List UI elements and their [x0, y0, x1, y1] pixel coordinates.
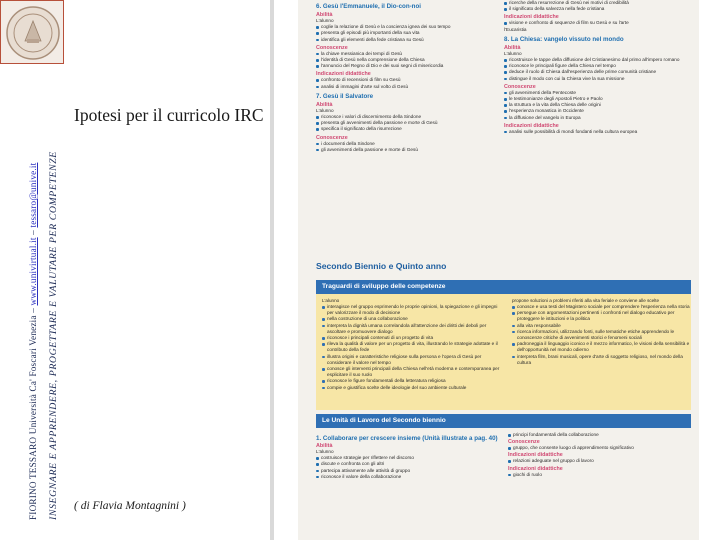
scan-subheading: Indicazioni didattiche — [504, 122, 559, 129]
scan-bullet-item: illustra origini e caratteristiche religiose sulla persona e l'opera di Gesù per considerare il valore nel tempo — [322, 354, 505, 366]
scan-bullet-item: compie e giustifica scelte delle ideologie del suo ambiente culturale — [322, 385, 505, 391]
slide-title: Ipotesi per il curricolo IRC — [74, 105, 264, 125]
scan-subheading: Conoscenze — [316, 134, 348, 141]
scan-bullet-item: costruisce strategie per riflettere nel discorso — [316, 455, 502, 461]
scan-bullet-item: discute e confronta con gli altri — [316, 461, 502, 467]
scan-text: propone soluzioni a problemi riferiti alla vita feriale e conviene alle scelte — [512, 298, 660, 303]
footer-separator: – — [28, 227, 38, 238]
scan-bullet-item: nella costruzione di una collaborazione — [322, 316, 505, 322]
scan-bullet-item: specifica il significato della risurrezione — [316, 126, 504, 132]
scan-bullet-item: la struttura e la vita della Chiesa delle origini — [504, 102, 696, 108]
scan-bullet-item: interagisce nel gruppo esprimendo le proprie opinioni, la spiegazione e gli impegni per valorizzare il modo di decisione — [322, 304, 505, 316]
scan-bullet-item: le testimonianze degli Apostoli Pietro e Paolo — [504, 96, 696, 102]
scan-bullet-item: la chiave messianica dei tempi di Gesù — [316, 51, 504, 57]
scan-competence-box — [316, 294, 691, 410]
scan-subheading: Abilità — [504, 44, 521, 51]
scan-section-title: Secondo Biennio e Quinto anno — [316, 261, 447, 271]
scan-bullet-item: deduce il ruolo di Chiesa dall'esperienza delle prime comunità cristiane — [504, 69, 696, 75]
scan-subheading: Indicazioni didattiche — [504, 14, 559, 21]
scan-bullet-item: riconosce le principali figure della Chiesa nel tempo — [504, 63, 696, 69]
scan-bullet-item: riconosce il valore della collaborazione — [316, 474, 502, 480]
scan-text: L'alunno — [316, 107, 334, 113]
scan-subheading: Abilità — [316, 443, 333, 449]
scan-heading: 7. Gesù il Salvatore — [316, 92, 374, 100]
scan-bullet-item: padroneggia il linguaggio iconico e il mezzo informatico, le visioni della sensibilità e dell'opportunità nel mondo odierno — [512, 341, 695, 353]
scan-bullet-item: conosce e usa testi del Magistero sociale per comprendere l'esperienza nella storia — [512, 304, 695, 310]
scan-bullet-item: ricerche della resurrezione di Gesù nei motivi di credibilità — [504, 0, 696, 6]
scan-lower-section — [316, 430, 691, 540]
scan-bullet-item: il significato della salvezza nella fede cristiana — [504, 6, 696, 12]
scan-bullet-item: riconosce i principali contenuti di un progetto di vita — [322, 335, 505, 341]
scan-bullet-item: gruppo, che consente luogo di apprendimento significativo — [508, 445, 694, 451]
scan-bullet-item: persegue con argomentazioni pertinenti i confronti nel dialogo educativo per proteggere le istituzioni e la politica — [512, 310, 695, 322]
scan-text: L'alunno — [322, 298, 340, 303]
scan-subheading: Conoscenze — [508, 439, 540, 446]
page-margin — [699, 0, 720, 540]
scan-bullet-item: l'annuncio del Regno di Dio e dei suoi segni di misericordia — [316, 63, 504, 69]
scan-bullet-item: relazioni adeguate nel gruppo di lavoro — [508, 458, 694, 464]
scan-subheading: Abilità — [316, 12, 333, 18]
scan-bullet-item: presenta gli episodi più importanti della sua vita — [316, 30, 504, 36]
scan-text: l'Eucaristia — [504, 26, 527, 32]
scan-bullet-item: conosce gli interventi principali della Chiesa nell'età moderna e contemporanea per esplicitare il suo ruolo — [322, 366, 505, 378]
scan-bullet-item: giochi di ruolo — [508, 472, 694, 478]
email-link[interactable]: tessaro@unive.it — [28, 162, 38, 228]
scan-bullet-item: riconosce i valori di discernimento della Sindone — [316, 114, 504, 120]
sidebar — [0, 0, 66, 540]
scan-bullet-item: confronto di recensioni di film su Gesù — [316, 77, 504, 83]
scan-bullet-item: gli avvenimenti della Pentecoste — [504, 90, 696, 96]
university-seal-icon — [1, 1, 64, 64]
slide-author: ( di Flavia Montagnini ) — [74, 500, 186, 512]
scanned-document-page — [298, 0, 699, 540]
scan-bullet-item: la diffusione del vangelo in Europa — [504, 115, 696, 121]
scan-units-header: Le Unità di Lavoro del Secondo biennio — [316, 414, 691, 428]
scan-subheading: Indicazioni didattiche — [508, 452, 563, 459]
scan-bullet-item: ricerca informazioni, utilizzando fonti, sulle tematiche etiche apprendendo le conoscenze critiche di avvenimenti storici e fenomeni sociali — [512, 329, 695, 341]
scan-bullet-item: principi fondamentali della collaborazione — [508, 432, 694, 438]
scan-text: L'alunno — [316, 449, 334, 454]
scan-bullet-item: l'esperienza monastica in Occidente — [504, 108, 696, 114]
scan-subheading: Conoscenze — [316, 44, 348, 51]
scan-bullet-item: rileva la qualità di valore per un progetto di vita, illustrando le strategie adottate e il contributo della fede — [322, 341, 505, 353]
scan-text: L'alunno — [316, 18, 334, 23]
scan-bullet-item: presenta gli avvenimenti della passione e morte di Gesù — [316, 120, 504, 126]
scan-bullet-item: ricostruisce le tappe della diffusione del Cristianesimo dal primo all'impero romano — [504, 57, 696, 63]
univirtual-link[interactable]: www.univirtual.it — [28, 237, 38, 306]
scan-bullet-item: partecipa attivamente alle attività di gruppo — [316, 468, 502, 474]
scan-bullet-item: riconosce le figure fondamentali della letteratura religiosa — [322, 378, 505, 384]
footer-credit — [28, 163, 38, 520]
scan-left-column — [316, 0, 504, 153]
scan-lower-right — [508, 432, 694, 478]
scan-subheading: Abilità — [316, 101, 333, 108]
scan-bullet-item: gli avvenimenti della passione e morte di Gesù — [316, 147, 504, 153]
scan-bullet-item: i documenti della Sindone — [316, 141, 504, 147]
scan-box-right — [512, 298, 695, 366]
scan-bullet-item: l'identità di Gesù nella comprensione della Chiesa — [316, 57, 504, 63]
scan-heading: 8. La Chiesa: vangelo vissuto nel mondo — [504, 35, 624, 43]
scan-bullet-item: coglie la relazione di Gesù e la coscienza ignea dei suo tempo — [316, 24, 504, 30]
scan-right-column — [504, 0, 696, 135]
scan-heading: 1. Collaborare per crescere insieme (Unità illustrate a pag. 40) — [316, 435, 498, 442]
scan-bullet-item: identifica gli elementi della fede cristiana su Gesù — [316, 37, 504, 43]
scan-subheading: Indicazioni didattiche — [508, 465, 563, 472]
scan-bullet-item: interpreta la dignità umana correlandola all'attenzione dei diritti dei deboli per ascoltare e promuovere dialogo — [322, 323, 505, 335]
scan-box-header: Traguardi di sviluppo delle competenze — [316, 280, 691, 294]
scan-bullet-item: analisi di immagini d'arte sul volto di Gesù — [316, 84, 504, 90]
scan-bullet-item: alla vita responsabile — [512, 323, 695, 329]
scan-text: L'alunno — [504, 50, 522, 56]
scan-bullet-item: interpreta film, brani musicali, opere d'arte di soggetto religioso, nel mondo della cultura — [512, 354, 695, 366]
scan-box-left — [322, 298, 505, 391]
course-title: INSEGNARE E APPRENDERE, PROGETTARE E VALUTARE PER COMPETENZE — [48, 151, 59, 520]
scan-heading: 6. Gesù l'Emmanuele, il Dio-con-noi — [316, 3, 421, 10]
scan-subheading: Indicazioni didattiche — [316, 71, 371, 78]
scan-lower-left — [316, 432, 502, 480]
scan-bullet-item: distingue il modo con cui la Chiesa vive la sua missione — [504, 76, 696, 82]
university-logo — [0, 0, 64, 64]
scan-bullet-item: analisi sulle possibilità di mondi fondanti nella cultura europea — [504, 129, 696, 135]
slide-divider — [270, 0, 274, 540]
footer-credit-text: FIORINO TESSARO Università Ca' Foscari Venezia – — [28, 305, 38, 520]
scan-bullet-item: visione e confronto di sequenze di film su Gesù e su l'arte — [504, 20, 696, 26]
scan-subheading: Conoscenze — [504, 83, 536, 90]
